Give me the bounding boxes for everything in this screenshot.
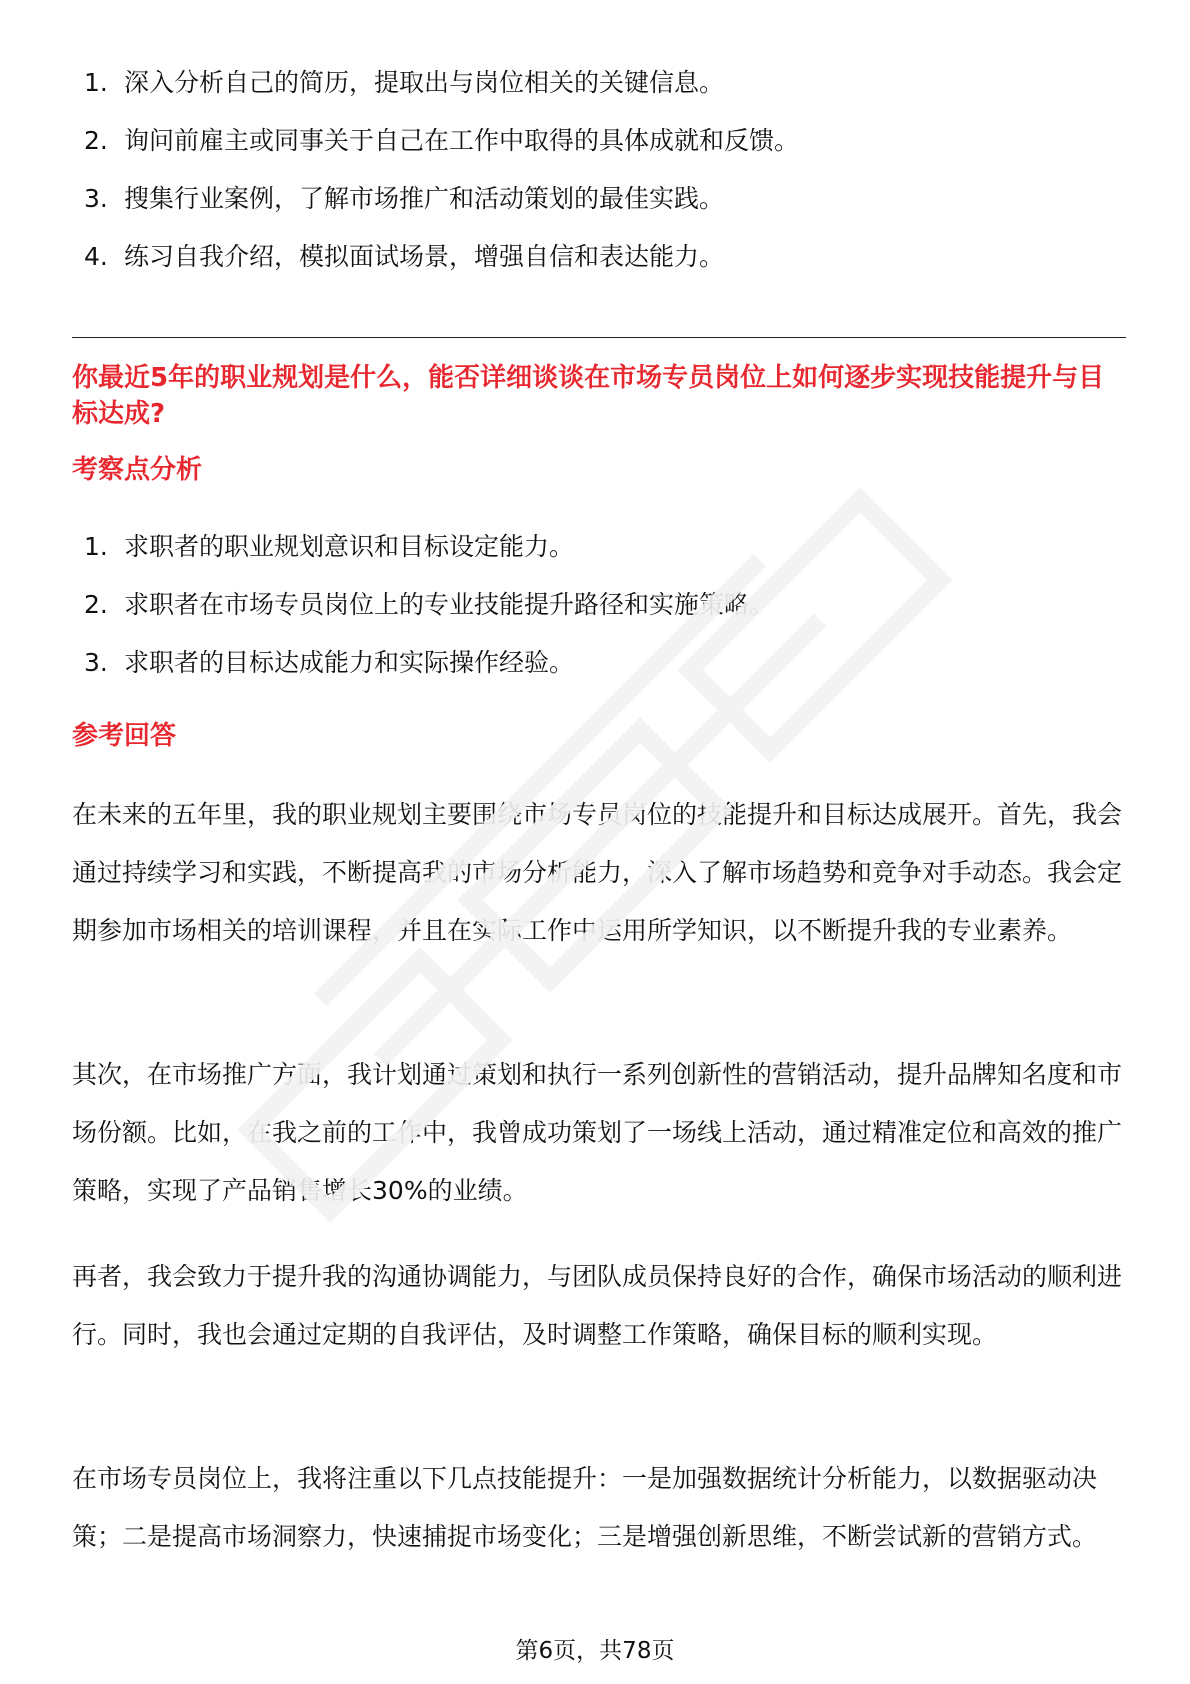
answer-title: 参考回答 bbox=[72, 721, 177, 751]
list-text: 练习自我介绍，模拟面试场景，增强自信和表达能力。 bbox=[124, 242, 725, 271]
list-item bbox=[72, 646, 774, 680]
question-heading: 你最近5年的职业规划是什么，能否详细谈谈在市场专员岗位上如何逐步实现技能提升与目标达成? bbox=[72, 363, 1105, 429]
section-divider bbox=[72, 337, 1126, 338]
list-number: 1. bbox=[84, 532, 108, 561]
list-number: 4. bbox=[84, 242, 108, 271]
list-number: 3. bbox=[84, 648, 108, 677]
list-number: 1. bbox=[84, 68, 108, 97]
list-text: 深入分析自己的简历，提取出与岗位相关的关键信息。 bbox=[124, 68, 725, 97]
list-item bbox=[72, 124, 799, 158]
list-item bbox=[72, 530, 774, 564]
list-number: 2. bbox=[84, 126, 108, 155]
list-item bbox=[72, 66, 799, 100]
list-number: 2. bbox=[84, 590, 108, 619]
page-footer: 第6页，共78页 bbox=[515, 1638, 675, 1664]
answer-paragraph: 在市场专员岗位上，我将注重以下几点技能提升：一是加强数据统计分析能力，以数据驱动决策；二是提高市场洞察力，快速捕捉市场变化；三是增强创新思维，不断尝试新的营销方式。 bbox=[72, 1464, 1098, 1551]
answer-paragraph: 再者，我会致力于提升我的沟通协调能力，与团队成员保持良好的合作，确保市场活动的顺利进行。同时，我也会通过定期的自我评估，及时调整工作策略，确保目标的顺利实现。 bbox=[72, 1262, 1123, 1349]
answer-paragraph: 其次，在市场推广方面，我计划通过策划和执行一系列创新性的营销活动，提升品牌知名度和市场份额。比如，在我之前的工作中，我曾成功策划了一场线上活动，通过精准定位和高效的推广策略，实现了产品销售增长30%的业绩。 bbox=[72, 1060, 1123, 1205]
list-item bbox=[72, 240, 799, 274]
list-item bbox=[72, 182, 799, 216]
list-number: 3. bbox=[84, 184, 108, 213]
list-text: 求职者的职业规划意识和目标设定能力。 bbox=[124, 532, 575, 561]
analysis-title: 考察点分析 bbox=[72, 455, 203, 485]
list-text: 求职者在市场专员岗位上的专业技能提升路径和实施策略。 bbox=[124, 590, 775, 619]
answer-paragraph: 在未来的五年里，我的职业规划主要围绕市场专员岗位的技能提升和目标达成展开。首先，我会通过持续学习和实践，不断提高我的市场分析能力，深入了解市场趋势和竞争对手动态。我会定期参加市场相关的培训课程，并且在实际工作中运用所学知识，以不断提升我的专业素养。 bbox=[72, 800, 1123, 945]
list-item bbox=[72, 588, 774, 622]
list-text: 求职者的目标达成能力和实际操作经验。 bbox=[124, 648, 575, 677]
analysis-list bbox=[72, 530, 774, 704]
list-text: 询问前雇主或同事关于自己在工作中取得的具体成就和反馈。 bbox=[124, 126, 800, 155]
prep-list bbox=[72, 66, 799, 298]
list-text: 搜集行业案例，了解市场推广和活动策划的最佳实践。 bbox=[124, 184, 725, 213]
